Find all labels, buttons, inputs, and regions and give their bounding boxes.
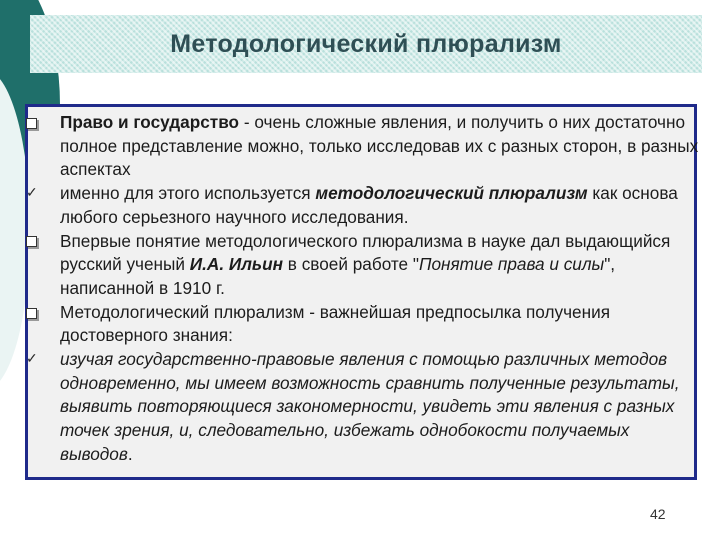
paragraph-5-end: .: [127, 443, 133, 464]
page-number: 42: [650, 506, 666, 522]
paragraph-1: [60, 111, 700, 182]
paragraph-3-end: ", написанной в 1910 г.: [60, 254, 616, 298]
square-checkbox-icon: [26, 115, 40, 129]
slide-title: Методологический плюрализм: [170, 29, 562, 58]
slide-body: [60, 111, 700, 467]
paragraph-1-text: - очень сложные явления, и получить о них достаточно полное представление можно, только исследовав их с разных сторон, в разных аспектах: [60, 112, 699, 180]
paragraph-5-italic: изучая государственно-правовые явления с помощью различных методов одновременно, мы имеем возможность сравнить полученные результаты, выявить повторяющиеся закономерности, увидеть эти явления с разных точек зрения, и, следовательно, избежать однобокости получаемых выводов: [60, 349, 680, 464]
paragraph-2: [60, 182, 700, 229]
paragraph-3-start: Впервые понятие методологического плюрализма в науке дал выдающийся русский ученый: [60, 230, 671, 275]
author-name: И.А. Ильин: [189, 254, 284, 275]
work-title: Понятие права и силы: [419, 254, 605, 275]
paragraph-2-start: именно для этого используется: [60, 183, 316, 204]
term-methodological-pluralism: методологический плюрализм: [315, 183, 588, 204]
term-law-state: Право и государство: [60, 112, 240, 132]
checkmark-icon: ✓: [26, 184, 38, 200]
paragraph-2-end: как основа любого серьезного научного исследования.: [60, 183, 678, 227]
paragraph-4: Методологический плюрализм - важнейшая предпосылка получения достоверного знания:: [60, 301, 611, 346]
square-checkbox-icon: [26, 305, 40, 319]
paragraph-3: [60, 230, 700, 301]
square-checkbox-icon: [26, 233, 40, 247]
paragraph-5: [60, 348, 700, 467]
paragraph-3-mid: в своей работе ": [283, 254, 419, 275]
checkmark-icon: ✓: [26, 350, 38, 366]
